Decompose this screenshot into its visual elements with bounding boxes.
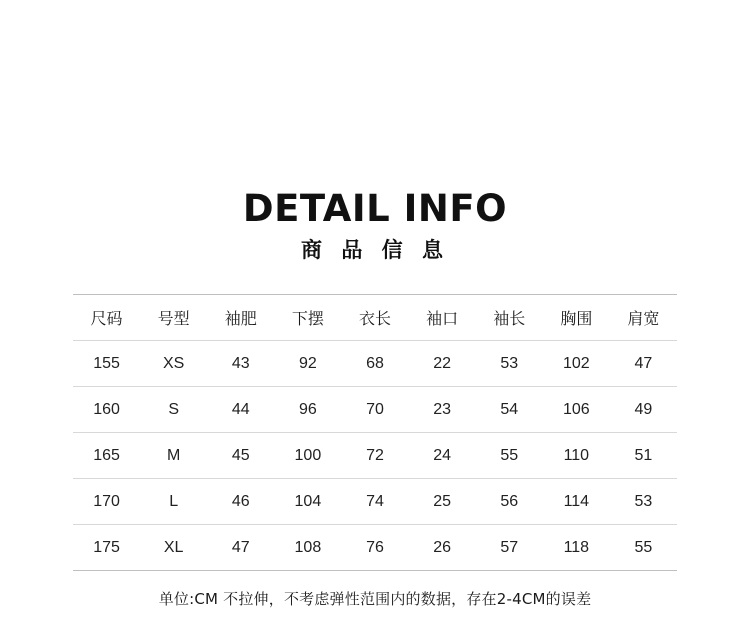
cell-sleeve-length: 54 <box>476 387 543 433</box>
cell-sleeve-width: 46 <box>207 479 274 525</box>
column-header-cuff: 袖口 <box>409 295 476 341</box>
page-title: DETAIL INFO <box>242 187 508 230</box>
cell-size: 155 <box>73 341 140 387</box>
cell-hem: 108 <box>274 525 341 571</box>
column-header-hem: 下摆 <box>274 295 341 341</box>
table-row <box>73 525 677 571</box>
cell-cuff: 25 <box>409 479 476 525</box>
cell-model: S <box>140 387 207 433</box>
column-header-length: 衣长 <box>341 295 408 341</box>
cell-size: 175 <box>73 525 140 571</box>
column-header-model: 号型 <box>140 295 207 341</box>
table-row <box>73 479 677 525</box>
cell-cuff: 24 <box>409 433 476 479</box>
cell-length: 68 <box>341 341 408 387</box>
cell-size: 170 <box>73 479 140 525</box>
cell-hem: 104 <box>274 479 341 525</box>
table-row <box>73 433 677 479</box>
cell-shoulder: 55 <box>610 525 677 571</box>
size-table-body <box>73 341 677 571</box>
cell-sleeve-width: 44 <box>207 387 274 433</box>
cell-hem: 92 <box>274 341 341 387</box>
cell-shoulder: 47 <box>610 341 677 387</box>
column-header-shoulder: 肩宽 <box>610 295 677 341</box>
cell-shoulder: 53 <box>610 479 677 525</box>
cell-bust: 118 <box>543 525 610 571</box>
cell-sleeve-width: 47 <box>207 525 274 571</box>
title-block <box>0 0 750 261</box>
cell-sleeve-width: 43 <box>207 341 274 387</box>
table-header-row <box>73 295 677 341</box>
cell-bust: 114 <box>543 479 610 525</box>
cell-model: L <box>140 479 207 525</box>
table-row <box>73 341 677 387</box>
column-header-size: 尺码 <box>73 295 140 341</box>
cell-model: M <box>140 433 207 479</box>
cell-model: XS <box>140 341 207 387</box>
cell-hem: 100 <box>274 433 341 479</box>
table-row <box>73 387 677 433</box>
cell-cuff: 26 <box>409 525 476 571</box>
cell-shoulder: 49 <box>610 387 677 433</box>
cell-cuff: 23 <box>409 387 476 433</box>
cell-shoulder: 51 <box>610 433 677 479</box>
cell-sleeve-length: 55 <box>476 433 543 479</box>
cell-bust: 110 <box>543 433 610 479</box>
cell-size: 160 <box>73 387 140 433</box>
column-header-sleeve-length: 袖长 <box>476 295 543 341</box>
cell-sleeve-length: 53 <box>476 341 543 387</box>
cell-bust: 102 <box>543 341 610 387</box>
column-header-bust: 胸围 <box>543 295 610 341</box>
cell-length: 72 <box>341 433 408 479</box>
cell-sleeve-length: 57 <box>476 525 543 571</box>
page-subtitle: 商 品 信 息 <box>301 238 449 262</box>
cell-length: 74 <box>341 479 408 525</box>
measurement-note: 单位:CM 不拉伸，不考虑弹性范围内的数据，存在2-4CM的误差 <box>158 590 592 608</box>
column-header-sleeve-width: 袖肥 <box>207 295 274 341</box>
cell-hem: 96 <box>274 387 341 433</box>
size-table <box>73 294 677 571</box>
cell-length: 76 <box>341 525 408 571</box>
cell-length: 70 <box>341 387 408 433</box>
cell-bust: 106 <box>543 387 610 433</box>
cell-sleeve-width: 45 <box>207 433 274 479</box>
cell-size: 165 <box>73 433 140 479</box>
cell-sleeve-length: 56 <box>476 479 543 525</box>
cell-model: XL <box>140 525 207 571</box>
size-table-container <box>73 294 677 571</box>
cell-cuff: 22 <box>409 341 476 387</box>
size-table-header <box>73 295 677 341</box>
